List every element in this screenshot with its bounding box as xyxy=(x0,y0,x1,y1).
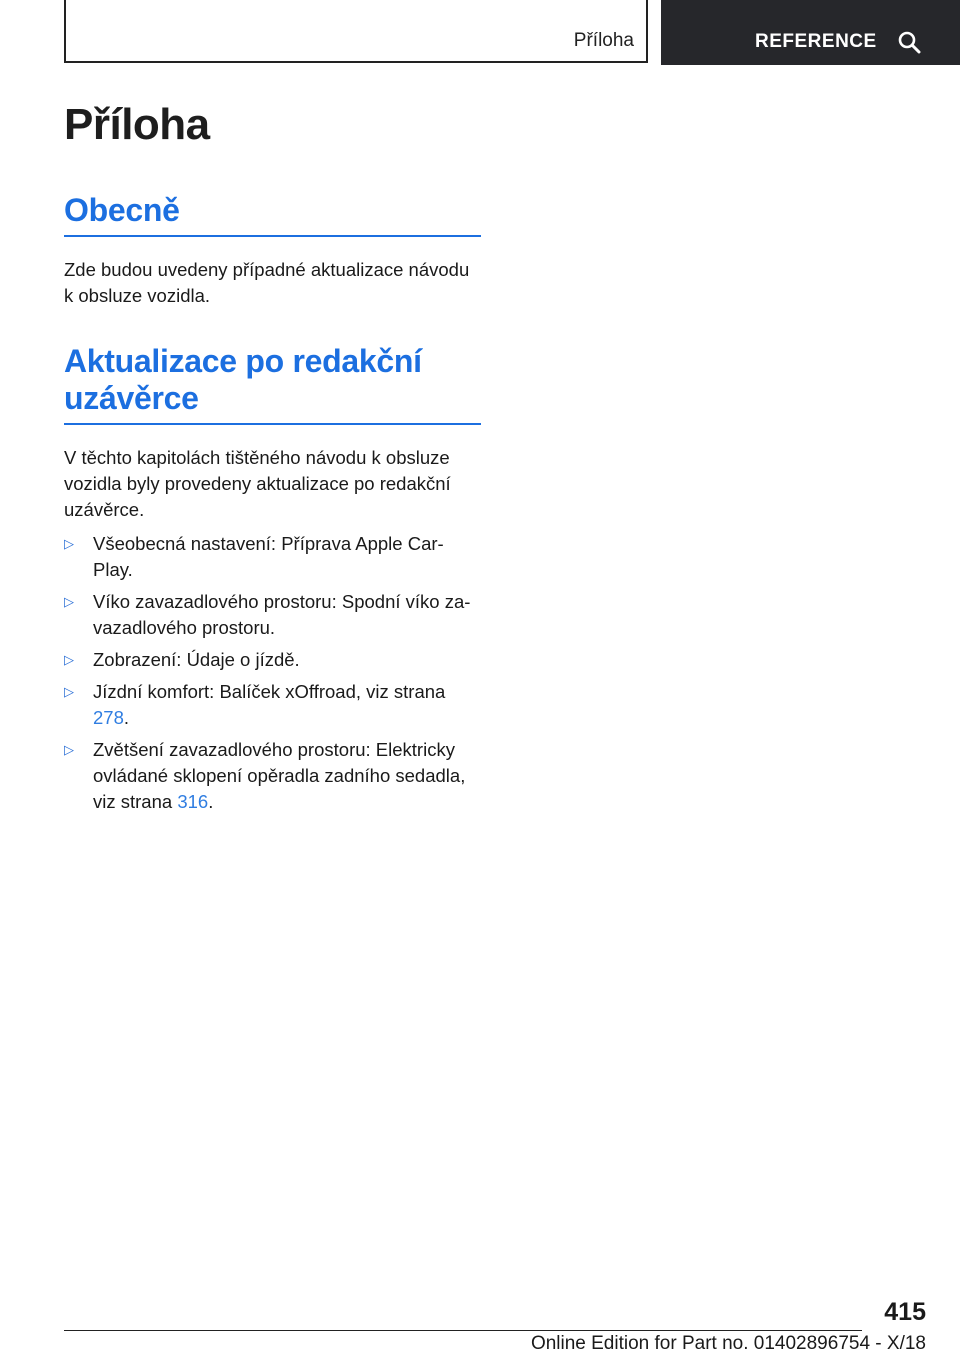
list-item xyxy=(64,531,481,583)
list-item-text: Zobrazení: Údaje o jízdě. xyxy=(93,649,300,670)
reference-tab[interactable] xyxy=(661,0,960,65)
reference-label: REFERENCE xyxy=(755,31,877,52)
list-item-text: Zvětšení zavazadlového prostoru: Elektricky ovládané sklopení opěradla zadního sedadla, viz strana xyxy=(93,739,466,812)
section-general-paragraph: Zde budou uvedeny případné aktualizace návodu k obsluze vozidla. xyxy=(64,259,470,306)
list-item xyxy=(64,737,481,815)
section-heading-updates: Aktualizace po redakční uzávěrce xyxy=(64,343,481,425)
page-title: Příloha xyxy=(64,100,210,149)
list-item-text: Všeobecná nastavení: Příprava Apple Car‐Play. xyxy=(93,533,444,580)
page-number: 415 xyxy=(884,1298,926,1326)
update-list xyxy=(64,531,481,815)
section-heading-general: Obecně xyxy=(64,192,481,237)
section-tab xyxy=(64,0,648,63)
triangle-bullet-icon: ▷ xyxy=(64,652,74,667)
section-general xyxy=(64,192,481,309)
triangle-bullet-icon: ▷ xyxy=(64,684,74,699)
section-updates xyxy=(64,343,481,821)
footer-edition: Online Edition for Part no. 01402896754 - X/18 xyxy=(530,1333,926,1354)
triangle-bullet-icon: ▷ xyxy=(64,594,74,609)
search-icon[interactable] xyxy=(897,30,921,54)
footer-divider xyxy=(64,1330,862,1331)
list-item xyxy=(64,589,481,641)
page-link-278[interactable]: 278 xyxy=(93,707,124,728)
triangle-bullet-icon: ▷ xyxy=(64,536,74,551)
list-item-text-end: . xyxy=(208,791,214,812)
list-item xyxy=(64,647,481,673)
list-item-text-end: . xyxy=(123,707,130,728)
section-tab-label: Příloha xyxy=(573,30,634,51)
triangle-bullet-icon: ▷ xyxy=(64,742,74,757)
list-item-text: Jízdní komfort: Balíček xOffroad, viz strana xyxy=(93,681,446,702)
list-item-text: Víko zavazadlového prostoru: Spodní víko za‐vazadlového prostoru. xyxy=(93,591,471,638)
section-updates-paragraph: V těchto kapitolách tištěného návodu k obsluze vozidla byly provedeny aktualizace po redakční uzávěrce. xyxy=(64,447,451,520)
list-item xyxy=(64,679,481,731)
page-link-316[interactable]: 316 xyxy=(177,791,209,812)
